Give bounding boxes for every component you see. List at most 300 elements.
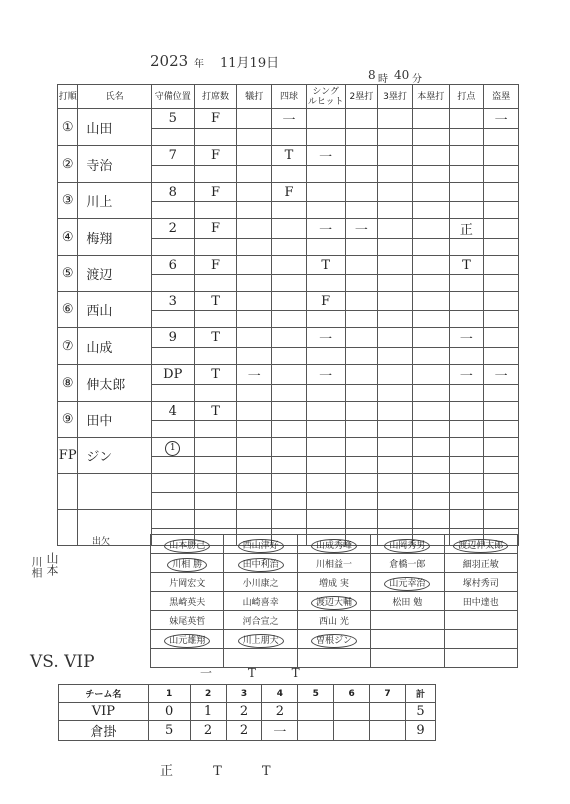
batting-order: FP	[58, 438, 78, 474]
score-column-header: チーム名	[59, 685, 149, 703]
stat-cell-pa	[194, 510, 237, 529]
inning-score: 2	[226, 703, 262, 721]
stat-cell-hr	[412, 256, 449, 275]
stat-cell-blank	[449, 457, 484, 474]
attendance-row	[151, 573, 518, 592]
team-name: 倉掛	[59, 721, 149, 741]
attendance-cell	[224, 535, 297, 554]
attendance-cell	[444, 592, 517, 611]
column-header: 犠打	[237, 85, 272, 109]
minute-label: 分	[412, 74, 422, 85]
stat-cell-bb	[272, 402, 307, 421]
stat-cell-blank	[237, 348, 272, 365]
stat-cell-blank	[378, 166, 413, 183]
inning-score: 一	[262, 721, 298, 741]
inning-score	[298, 703, 334, 721]
stat-cell-pos: 7	[151, 146, 194, 166]
stat-cell-blank	[306, 421, 345, 438]
stat-cell-single	[306, 510, 345, 529]
attendance-name: 塚村秀司	[462, 578, 499, 589]
stat-cell-hr	[412, 109, 449, 129]
stat-cell-blank	[345, 385, 378, 402]
column-header: 氏名	[78, 85, 151, 109]
column-header: 打順	[58, 85, 78, 109]
margin-note-yamamoto: 山本	[45, 552, 59, 576]
attendance-cell	[371, 554, 444, 573]
stat-cell-blank	[345, 348, 378, 365]
stat-cell-blank	[484, 385, 519, 402]
stat-cell-dbl: 一	[345, 219, 378, 239]
stat-cell-pa: F	[194, 109, 237, 129]
stat-cell-blank	[378, 239, 413, 256]
attendance-cell	[224, 611, 297, 630]
batting-order: ④	[58, 219, 78, 256]
stat-cell-blank	[194, 311, 237, 328]
stat-cell-single	[306, 474, 345, 493]
attendance-cell	[224, 554, 297, 573]
stat-cell-blank	[306, 202, 345, 219]
stat-cell-blank	[272, 348, 307, 365]
attendance-name-circled: 山元雄翔	[164, 634, 210, 648]
inning-score: 1	[190, 703, 226, 721]
attendance-cell	[297, 573, 370, 592]
stat-cell-sb	[484, 474, 519, 493]
stat-cell-pos: 2	[151, 219, 194, 239]
attendance-name-circled: 渡辺伸太郎	[453, 539, 508, 553]
attendance-name-circled: 田中利治	[238, 558, 284, 572]
stat-cell-dbl	[345, 256, 378, 275]
stat-cell-blank	[484, 311, 519, 328]
stat-cell-dbl	[345, 438, 378, 457]
stat-cell-single	[306, 402, 345, 421]
scoreboard-header-row	[59, 685, 436, 703]
stat-cell-blank	[194, 385, 237, 402]
stat-cell-bb: T	[272, 146, 307, 166]
stat-cell-rbi: T	[449, 256, 484, 275]
stat-cell-blank	[306, 166, 345, 183]
stat-cell-sb	[484, 146, 519, 166]
stat-cell-pos: 8	[151, 183, 194, 202]
column-header: 打席数	[194, 85, 237, 109]
stat-cell-blank	[272, 457, 307, 474]
hour-label: 時	[378, 74, 388, 85]
stat-cell-tpl	[378, 183, 413, 202]
total-score: 9	[405, 721, 435, 741]
stat-cell-rbi	[449, 292, 484, 311]
stat-cell-blank	[449, 385, 484, 402]
stat-cell-pos	[151, 474, 194, 493]
attendance-cell	[444, 649, 517, 668]
stat-cell-sac	[237, 292, 272, 311]
stat-cell-blank	[151, 385, 194, 402]
player-name	[78, 510, 151, 546]
inning-score	[334, 721, 370, 741]
stat-cell-bb	[272, 474, 307, 493]
attendance-row	[151, 630, 518, 649]
stat-cell-single: 一	[306, 146, 345, 166]
time-hour: 8	[368, 68, 376, 82]
stat-cell-blank	[306, 129, 345, 146]
stat-cell-tpl	[378, 146, 413, 166]
stat-cell-blank	[378, 421, 413, 438]
stat-cell-blank	[194, 275, 237, 292]
stat-cell-hr	[412, 328, 449, 348]
stat-cell-blank	[306, 457, 345, 474]
table-row	[58, 365, 519, 385]
player-name: 伸太郎	[78, 365, 151, 402]
stat-cell-blank	[151, 275, 194, 292]
stat-cell-blank	[194, 421, 237, 438]
inning-score	[370, 721, 406, 741]
column-header: 本塁打	[412, 85, 449, 109]
stat-cell-sac	[237, 438, 272, 457]
stats-header-row	[58, 85, 519, 109]
stat-cell-blank	[272, 275, 307, 292]
attendance-cell	[297, 611, 370, 630]
batting-order: ⑥	[58, 292, 78, 328]
stat-cell-pos: 4	[151, 402, 194, 421]
stat-cell-blank	[412, 239, 449, 256]
stat-cell-tpl	[378, 292, 413, 311]
stat-cell-blank	[412, 166, 449, 183]
stat-cell-single: 一	[306, 328, 345, 348]
stat-cell-tpl	[378, 365, 413, 385]
score-column-header: 2	[190, 685, 226, 703]
attendance-row	[151, 535, 518, 554]
stat-cell-rbi	[449, 109, 484, 129]
stat-cell-blank	[484, 348, 519, 365]
stat-cell-bb: 一	[272, 109, 307, 129]
stat-cell-blank	[378, 202, 413, 219]
stat-cell-blank	[272, 129, 307, 146]
stat-cell-blank	[345, 239, 378, 256]
stat-cell-blank	[412, 421, 449, 438]
stat-cell-rbi: 一	[449, 328, 484, 348]
attendance-name-circled: 渡辺大輔	[311, 596, 357, 610]
stat-cell-dbl	[345, 328, 378, 348]
attendance-cell	[371, 611, 444, 630]
stat-cell-pos: 3	[151, 292, 194, 311]
attendance-cell	[151, 630, 224, 649]
stat-cell-blank	[484, 166, 519, 183]
stat-cell-blank	[151, 129, 194, 146]
stat-cell-rbi	[449, 510, 484, 529]
attendance-row	[151, 611, 518, 630]
player-name: ジン	[78, 438, 151, 474]
stat-cell-blank	[237, 202, 272, 219]
stat-cell-blank	[449, 348, 484, 365]
stat-cell-sb	[484, 402, 519, 421]
column-header: 四球	[272, 85, 307, 109]
attendance-name-circled: 西山津好	[238, 539, 284, 553]
attendance-cell	[371, 573, 444, 592]
stat-cell-blank	[194, 348, 237, 365]
stat-cell-blank	[237, 275, 272, 292]
attendance-cell	[444, 611, 517, 630]
attendance-row	[151, 592, 518, 611]
stat-cell-rbi	[449, 438, 484, 457]
attendance-name: 小川康之	[242, 578, 279, 589]
stat-cell-blank	[306, 311, 345, 328]
stat-cell-dbl	[345, 402, 378, 421]
table-row	[58, 219, 519, 239]
stat-cell-bb: F	[272, 183, 307, 202]
stat-cell-dbl	[345, 510, 378, 529]
inning-score: 2	[190, 721, 226, 741]
inning-score	[334, 703, 370, 721]
stat-cell-dbl	[345, 146, 378, 166]
player-name: 山成	[78, 328, 151, 365]
stat-cell-pa: T	[194, 292, 237, 311]
margin-note-kawai: 川相	[30, 556, 43, 578]
stat-cell-blank	[378, 275, 413, 292]
stat-cell-blank	[378, 348, 413, 365]
score-column-header: 7	[370, 685, 406, 703]
opponent-label: VS. VIP	[30, 652, 95, 672]
stat-cell-blank	[449, 311, 484, 328]
stat-cell-blank	[194, 129, 237, 146]
stat-cell-sac	[237, 328, 272, 348]
tally-above: 一 T T	[200, 666, 316, 680]
inning-score: 2	[226, 721, 262, 741]
attendance-cell	[297, 535, 370, 554]
stat-cell-blank	[272, 385, 307, 402]
stat-cell-blank	[306, 275, 345, 292]
stat-cell-blank	[237, 385, 272, 402]
stat-cell-blank	[484, 421, 519, 438]
attendance-cell	[151, 573, 224, 592]
attendance-cell	[224, 592, 297, 611]
score-column-header: 計	[405, 685, 435, 703]
stat-cell-single	[306, 438, 345, 457]
column-header: 打点	[449, 85, 484, 109]
attendance-cell	[297, 630, 370, 649]
stat-cell-pos	[151, 510, 194, 529]
attendance-cell	[371, 592, 444, 611]
stat-cell-sb	[484, 256, 519, 275]
stat-cell-blank	[237, 311, 272, 328]
attendance-name: 細羽正敏	[462, 559, 499, 570]
stat-cell-single: T	[306, 256, 345, 275]
stat-cell-blank	[345, 311, 378, 328]
table-row	[58, 328, 519, 348]
attendance-name-circled: 曽根ジン	[311, 634, 357, 648]
stat-cell-pos: 9	[151, 328, 194, 348]
attendance-cell	[444, 535, 517, 554]
attendance-cell	[151, 611, 224, 630]
column-header: 2塁打	[345, 85, 378, 109]
score-column-header: 4	[262, 685, 298, 703]
attendance-name: 山崎喜幸	[242, 597, 279, 608]
table-row	[58, 256, 519, 275]
attendance-cell	[444, 554, 517, 573]
stat-cell-sac	[237, 474, 272, 493]
column-header: 盗塁	[484, 85, 519, 109]
table-row	[58, 109, 519, 129]
stat-cell-pa	[194, 474, 237, 493]
batting-stats-table	[57, 84, 519, 546]
inning-score	[370, 703, 406, 721]
stat-cell-pa: F	[194, 183, 237, 202]
attendance-name: 川相益一	[315, 559, 352, 570]
inning-score	[298, 721, 334, 741]
stat-cell-pa: T	[194, 328, 237, 348]
stat-cell-blank	[151, 348, 194, 365]
stat-cell-blank	[484, 129, 519, 146]
stat-cell-tpl	[378, 474, 413, 493]
table-row	[58, 510, 519, 529]
score-column-header: 3	[226, 685, 262, 703]
stat-cell-blank	[484, 239, 519, 256]
attendance-name: 増成 実	[319, 578, 349, 589]
stat-cell-single: 一	[306, 219, 345, 239]
stat-cell-hr	[412, 510, 449, 529]
attendance-table	[150, 534, 518, 668]
stat-cell-sac	[237, 402, 272, 421]
stat-cell-bb	[272, 256, 307, 275]
stat-cell-sb	[484, 183, 519, 202]
stat-cell-single	[306, 183, 345, 202]
stat-cell-dbl	[345, 109, 378, 129]
stat-cell-blank	[272, 239, 307, 256]
column-header: 守備位置	[151, 85, 194, 109]
batting-order: ③	[58, 183, 78, 219]
stat-cell-rbi: 一	[449, 365, 484, 385]
attendance-cell	[371, 630, 444, 649]
attendance-name-circled: 山岡秀男	[384, 539, 430, 553]
stat-cell-blank	[306, 385, 345, 402]
stat-cell-blank	[412, 385, 449, 402]
stat-cell-bb	[272, 328, 307, 348]
table-row	[58, 292, 519, 311]
stat-cell-blank	[237, 239, 272, 256]
inning-score: 0	[148, 703, 190, 721]
total-score: 5	[405, 703, 435, 721]
attendance-cell	[224, 573, 297, 592]
stat-cell-dbl	[345, 292, 378, 311]
stat-cell-blank	[345, 457, 378, 474]
stat-cell-blank	[194, 202, 237, 219]
stat-cell-blank	[412, 275, 449, 292]
stat-cell-blank	[345, 202, 378, 219]
stat-cell-tpl	[378, 219, 413, 239]
stat-cell-blank	[449, 129, 484, 146]
stat-cell-blank	[449, 275, 484, 292]
stat-cell-pa: F	[194, 146, 237, 166]
circled-position: 1	[165, 441, 180, 456]
score-column-header: 5	[298, 685, 334, 703]
stat-cell-tpl	[378, 328, 413, 348]
attendance-name: 黒崎英夫	[169, 597, 206, 608]
player-name: 田中	[78, 402, 151, 438]
stat-cell-sac	[237, 256, 272, 275]
stat-cell-pos: 6	[151, 256, 194, 275]
attendance-cell	[371, 649, 444, 668]
batting-order: ②	[58, 146, 78, 183]
batting-order	[58, 510, 78, 546]
scoreboard-table	[58, 684, 436, 741]
attendance-name-circled: 山元幸治	[384, 577, 430, 591]
stat-cell-blank	[412, 493, 449, 510]
score-column-header: 1	[148, 685, 190, 703]
attendance-name: 河合宣之	[242, 616, 279, 627]
stat-cell-blank	[449, 421, 484, 438]
attendance-name-circled: 川相 勝	[167, 558, 207, 572]
stat-cell-blank	[412, 457, 449, 474]
stat-cell-single: F	[306, 292, 345, 311]
stat-cell-blank	[151, 311, 194, 328]
stat-cell-blank	[484, 493, 519, 510]
stat-cell-bb	[272, 438, 307, 457]
stat-cell-blank	[151, 457, 194, 474]
stat-cell-rbi	[449, 146, 484, 166]
attendance-cell	[297, 554, 370, 573]
stat-cell-dbl	[345, 183, 378, 202]
attendance-name: 田中達也	[462, 597, 499, 608]
attendance-cell	[224, 630, 297, 649]
stat-cell-bb	[272, 219, 307, 239]
table-row	[58, 183, 519, 202]
batting-order: ⑦	[58, 328, 78, 365]
attendance-row	[151, 554, 518, 573]
table-row	[58, 146, 519, 166]
stat-cell-sb	[484, 438, 519, 457]
stat-cell-blank	[378, 385, 413, 402]
attendance-cell	[444, 573, 517, 592]
batting-order: ⑨	[58, 402, 78, 438]
stat-cell-blank	[345, 421, 378, 438]
table-row	[58, 438, 519, 457]
attendance-name-circled: 山本勝己	[164, 539, 210, 553]
attendance-cell	[151, 535, 224, 554]
stat-cell-blank	[378, 457, 413, 474]
stat-cell-hr	[412, 146, 449, 166]
stat-cell-blank	[237, 166, 272, 183]
stat-cell-tpl	[378, 510, 413, 529]
player-name: 山田	[78, 109, 151, 146]
stat-cell-rbi	[449, 474, 484, 493]
attendance-cell	[371, 535, 444, 554]
batting-order: ①	[58, 109, 78, 146]
stat-cell-sb: 一	[484, 109, 519, 129]
stat-cell-dbl	[345, 474, 378, 493]
stat-cell-pa: T	[194, 402, 237, 421]
stat-cell-blank	[272, 166, 307, 183]
stat-cell-hr	[412, 438, 449, 457]
inning-score: 5	[148, 721, 190, 741]
stat-cell-sac	[237, 109, 272, 129]
stat-cell-sac	[237, 219, 272, 239]
stat-cell-blank	[306, 239, 345, 256]
stat-cell-blank	[194, 493, 237, 510]
stat-cell-blank	[151, 166, 194, 183]
stat-cell-tpl	[378, 256, 413, 275]
batting-order: ⑤	[58, 256, 78, 292]
attendance-name: 松田 勉	[392, 597, 423, 608]
stat-cell-sac: 一	[237, 365, 272, 385]
column-header: 3塁打	[378, 85, 413, 109]
stat-cell-blank	[151, 202, 194, 219]
player-name: 寺治	[78, 146, 151, 183]
stat-cell-hr	[412, 474, 449, 493]
date-year: 2023	[150, 52, 189, 70]
stat-cell-blank	[306, 348, 345, 365]
stat-cell-rbi	[449, 183, 484, 202]
stat-cell-bb	[272, 365, 307, 385]
stat-cell-blank	[345, 129, 378, 146]
stat-cell-blank	[484, 202, 519, 219]
stat-cell-blank	[412, 129, 449, 146]
